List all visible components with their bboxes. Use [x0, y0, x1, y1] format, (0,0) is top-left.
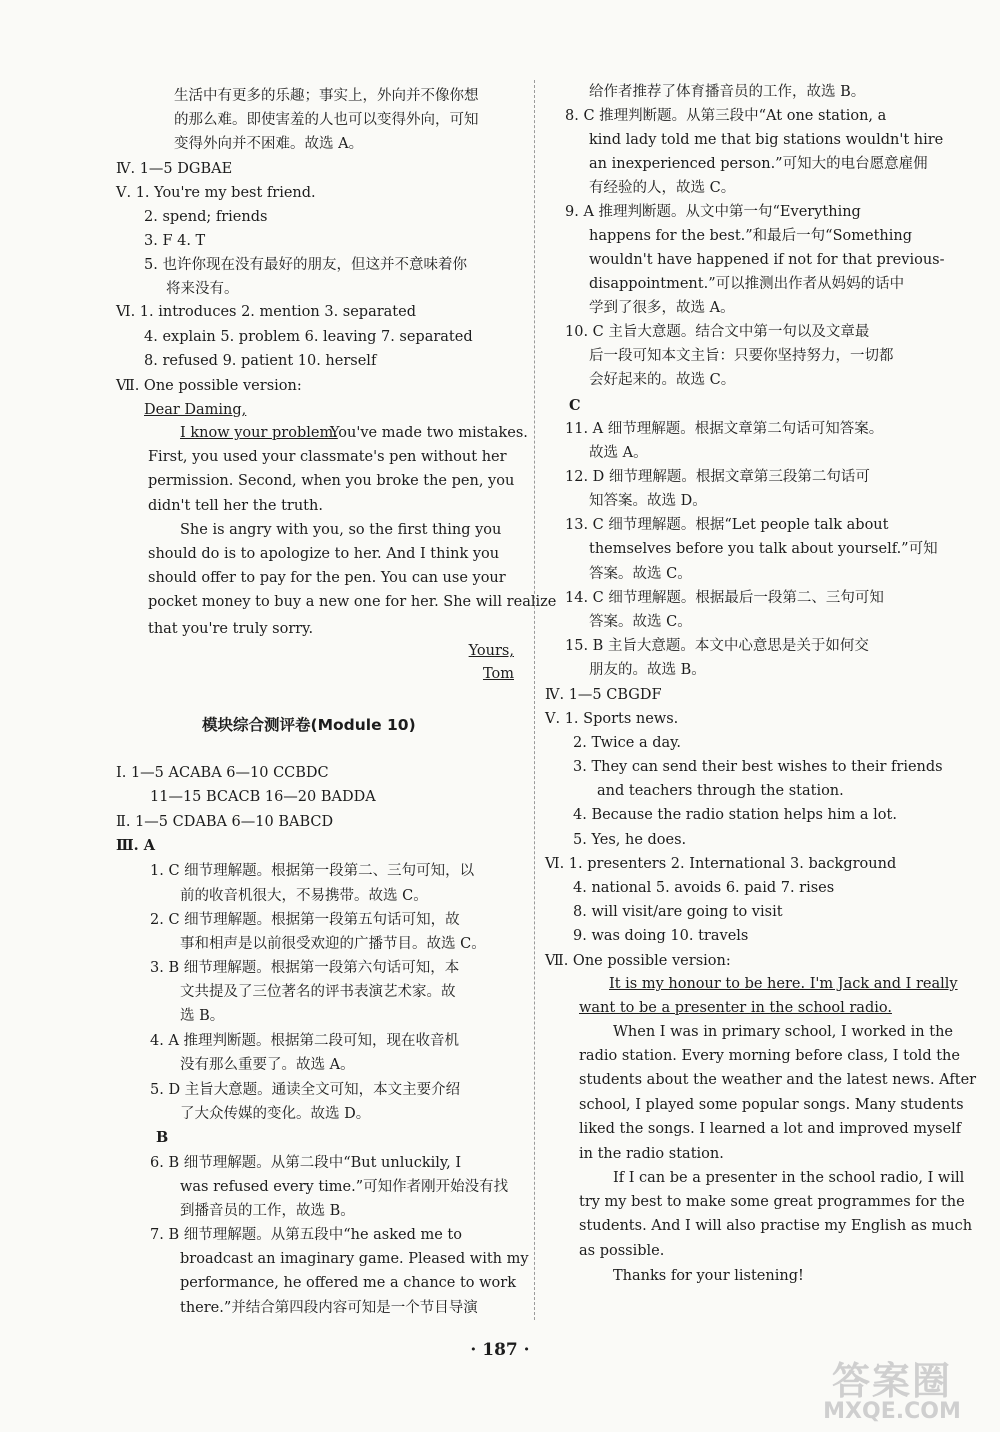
underlined-sentence: I know your problem.	[180, 425, 338, 441]
text-line: Ⅳ. 1—5 DGBAE	[116, 161, 233, 177]
text-line: 5. D 主旨大意题。通读全文可知，本文主要介绍	[150, 1082, 461, 1098]
text-line: 给作者推荐了体育播音员的工作，故选 B。	[589, 84, 866, 100]
watermark-logo: 答案圈	[831, 1359, 952, 1403]
watermark	[802, 1350, 982, 1424]
text-line: permission. Second, when you broke the pen, you	[148, 473, 515, 489]
text-line: students. And I will also practise my English as much	[579, 1218, 973, 1234]
text-line: didn't tell her the truth.	[148, 498, 323, 514]
text-line: 变得外向并不困难。故选 A。	[174, 136, 364, 152]
text-line: B	[156, 1129, 169, 1146]
text-line: 了大众传媒的变化。故选 D。	[180, 1106, 371, 1122]
text-line: radio station. Every morning before class, I told the	[579, 1048, 960, 1064]
column-divider	[534, 80, 535, 1320]
text-line: Ⅶ. One possible version:	[545, 953, 731, 969]
text-line: wouldn't have happened if not for that previous-	[589, 252, 945, 268]
text-line: as possible.	[579, 1243, 665, 1259]
text-line: 1. C 细节理解题。根据第一段第二、三句可知，以	[150, 863, 475, 879]
text-line: should do is to apologize to her. And I think you	[148, 546, 500, 562]
text-line: 8. C 推理判断题。从第三段中“At one station, a	[565, 108, 887, 124]
text-line: 到播音员的工作，故选 B。	[180, 1203, 355, 1219]
text-line: 15. B 主旨大意题。本文中心意思是关于如何交	[565, 638, 869, 654]
text-line: 2. C 细节理解题。根据第一段第五句话可知，故	[150, 912, 460, 928]
text-line: try my best to make some great programmes for the	[579, 1194, 965, 1210]
text-line: 3. They can send their best wishes to their friends	[573, 759, 943, 775]
text-line: 8. will visit/are going to visit	[573, 904, 783, 920]
watermark-url: MXQE.COM	[823, 1399, 961, 1424]
text-line: was refused every time.”可知作者刚开始没有找	[180, 1179, 509, 1195]
text-line: 5. 也许你现在没有最好的朋友，但这并不意味着你	[144, 257, 467, 273]
text-line: If I can be a presenter in the school radio, I will	[613, 1170, 965, 1186]
text-line: performance, he offered me a chance to work	[180, 1275, 516, 1291]
text-line: 9. A 推理判断题。从文中第一句“Everything	[565, 204, 861, 220]
text-line: themselves before you talk about yourself.”可知	[589, 541, 938, 557]
text-line: 5. Yes, he does.	[573, 832, 687, 848]
text-line: school, I played some popular songs. Many students	[579, 1097, 964, 1113]
text-line: 将来没有。	[166, 281, 239, 297]
text-line: 4. A 推理判断题。根据第二段可知，现在收音机	[150, 1033, 460, 1049]
text-line: happens for the best.”和最后一句“Something	[589, 228, 912, 244]
text-line: 文共提及了三位著名的评书表演艺术家。故	[180, 984, 456, 1000]
text-line: that you're truly sorry.	[148, 621, 314, 637]
text-line: C	[569, 397, 581, 414]
text-line: 10. C 主旨大意题。结合文中第一句以及文章最	[565, 324, 870, 340]
text-line: 14. C 细节理解题。根据最后一段第二、三句可知	[565, 590, 884, 606]
text-line: 有经验的人，故选 C。	[589, 180, 736, 196]
text-line: Ⅰ. 1—5 ACABA 6—10 CCBDC	[116, 765, 329, 781]
text-line: broadcast an imaginary game. Pleased with my	[180, 1251, 529, 1267]
text-line: She is angry with you, so the first thing you	[180, 522, 502, 538]
text-line: 前的收音机很大，不易携带。故选 C。	[180, 888, 428, 904]
text-line: 4. national 5. avoids 6. paid 7. rises	[573, 880, 835, 896]
text-line: 故选 A。	[589, 445, 648, 461]
text-line: an inexperienced person.”可知大的电台愿意雇佣	[589, 156, 928, 172]
text-line: 会好起来的。故选 C。	[589, 372, 736, 388]
text-line: 的那么难。即使害羞的人也可以变得外向，可知	[174, 112, 479, 128]
text-line: there.”并结合第四段内容可知是一个节目导演	[180, 1300, 478, 1316]
text-line: 9. was doing 10. travels	[573, 928, 749, 944]
text-line: students about the weather and the latest news. After	[579, 1072, 977, 1088]
text-line: in the radio station.	[579, 1146, 724, 1162]
text-line: Ⅲ. A	[116, 837, 156, 854]
text-line: liked the songs. I learned a lot and improved myself	[579, 1121, 962, 1137]
text-line: 4. explain 5. problem 6. leaving 7. separated	[144, 329, 473, 345]
text-line: 4. Because the radio station helps him a lot.	[573, 807, 897, 823]
text-line: 2. spend; friends	[144, 209, 268, 225]
underlined-sentence: It is my honour to be here. I'm Jack and I really	[609, 976, 958, 992]
text-line: Ⅱ. 1—5 CDABA 6—10 BABCD	[116, 814, 334, 830]
text-line: 知答案。故选 D。	[589, 493, 707, 509]
page-number: · 187 ·	[470, 1340, 530, 1360]
text-line: pocket money to buy a new one for her. She will realize	[148, 594, 557, 610]
text-line: and teachers through the station.	[597, 783, 844, 799]
section-title: 模块综合测评卷(Module 10)	[202, 716, 416, 734]
text-line: Ⅵ. 1. presenters 2. International 3. background	[545, 856, 897, 872]
text-line: 12. D 细节理解题。根据文章第三段第二句话可	[565, 469, 870, 485]
text-line: 2. Twice a day.	[573, 735, 682, 751]
text-line: 学到了很多，故选 A。	[589, 300, 735, 316]
text-line: 7. B 细节理解题。从第五段中“he asked me to	[150, 1227, 462, 1243]
text-line: Ⅶ. One possible version:	[116, 378, 302, 394]
underlined-sentence: want to be a presenter in the school radio.	[579, 1000, 892, 1016]
text-line: Ⅴ. 1. You're my best friend.	[116, 185, 316, 201]
text-line: 6. B 细节理解题。从第二段中“But unluckily, I	[150, 1155, 462, 1171]
letter-closing: Yours,	[468, 643, 514, 659]
text-line: Ⅴ. 1. Sports news.	[545, 711, 679, 727]
text-line: 11—15 BCACB 16—20 BADDA	[150, 789, 376, 805]
text-line: 选 B。	[180, 1008, 225, 1024]
text-line: 3. F 4. T	[144, 233, 206, 249]
text-line: should offer to pay for the pen. You can use your	[148, 570, 506, 586]
text-line: 事和相声是以前很受欢迎的广播节目。故选 C。	[180, 936, 486, 952]
text-line: 答案。故选 C。	[589, 566, 692, 582]
text-line: Ⅳ. 1—5 CBGDF	[545, 687, 662, 703]
text-line: When I was in primary school, I worked in the	[613, 1024, 953, 1040]
text-line: Ⅵ. 1. introduces 2. mention 3. separated	[116, 304, 416, 320]
letter-salutation: Dear Daming,	[144, 402, 247, 418]
text-line: First, you used your classmate's pen without her	[148, 449, 507, 465]
text-line: 生活中有更多的乐趣；事实上，外向并不像你想	[174, 88, 479, 104]
text-line: 朋友的。故选 B。	[589, 662, 706, 678]
text-line: 11. A 细节理解题。根据文章第二句话可知答案。	[565, 421, 884, 437]
text-line: 答案。故选 C。	[589, 614, 692, 630]
text-line: 后一段可知本文主旨：只要你坚持努力，一切都	[589, 348, 894, 364]
letter-signature: Tom	[482, 666, 514, 682]
text-line: Thanks for your listening!	[613, 1268, 804, 1284]
text-line: 3. B 细节理解题。根据第一段第六句话可知，本	[150, 960, 460, 976]
text-line: disappointment.”可以推测出作者从妈妈的话中	[589, 276, 905, 292]
text-line: 没有那么重要了。故选 A。	[180, 1057, 355, 1073]
text-line: kind lady told me that big stations wouldn't hire	[589, 132, 944, 148]
text-line: 13. C 细节理解题。根据“Let people talk about	[565, 517, 889, 533]
text-line: You've made two mistakes.	[330, 425, 528, 441]
text-line: 8. refused 9. patient 10. herself	[144, 353, 377, 369]
